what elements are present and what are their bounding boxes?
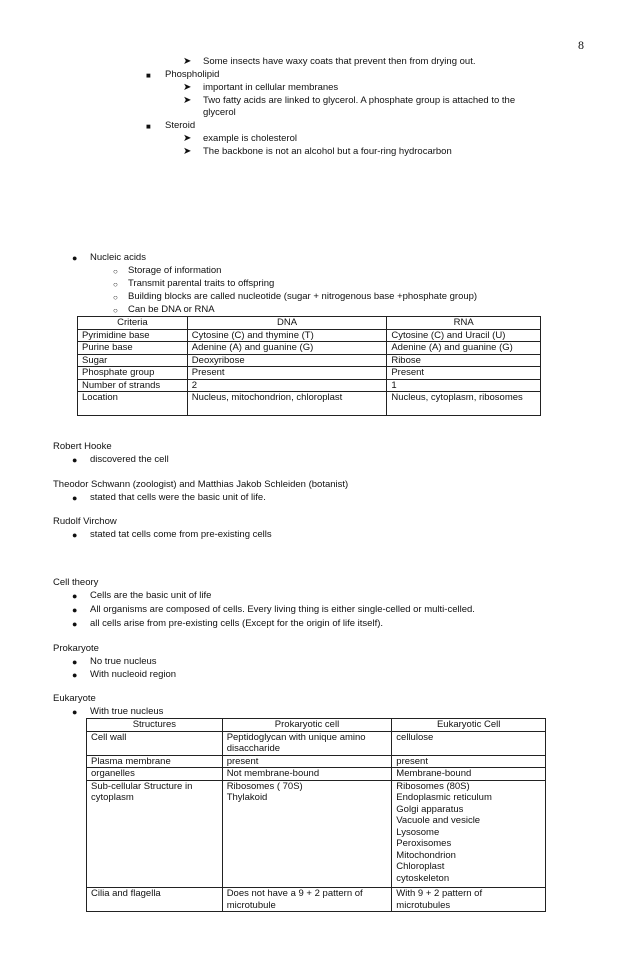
table-row	[78, 367, 541, 380]
table-cell: Number of strands	[78, 379, 188, 392]
table-cell: Ribose	[387, 354, 541, 367]
prokaryote-eukaryote-table	[86, 718, 546, 912]
section-heading: Prokaryote	[53, 643, 99, 654]
table-cell: Nucleus, cytoplasm, ribosomes	[387, 392, 541, 416]
section-heading: Phospholipid	[165, 69, 220, 80]
section-heading: Cell theory	[53, 577, 99, 588]
table-cell: Does not have a 9 + 2 pattern of microtubule	[222, 888, 392, 912]
circle-bullet-icon: ○	[113, 280, 118, 289]
section-heading: Eukaryote	[53, 693, 96, 704]
circle-bullet-icon: ○	[113, 267, 118, 276]
list-item: Cells are the basic unit of life	[90, 590, 212, 601]
table-cell: Pyrimidine base	[78, 329, 188, 342]
table-header: Prokaryotic cell	[222, 719, 392, 732]
square-bullet-icon: ■	[146, 122, 151, 131]
table-cell: Present	[187, 367, 387, 380]
table-cell: Adenine (A) and guanine (G)	[187, 342, 387, 355]
table-cell: Plasma membrane	[87, 755, 223, 768]
table-header: DNA	[187, 317, 387, 330]
table-cell: Cilia and flagella	[87, 888, 223, 912]
table-row	[87, 780, 546, 888]
table-cell: Present	[387, 367, 541, 380]
list-item: All organisms are composed of cells. Every living thing is either single-celled or multi-celled.	[90, 604, 475, 615]
arrow-bullet-icon: ➤	[183, 56, 192, 67]
table-cell: Deoxyribose	[187, 354, 387, 367]
bullet-icon: ●	[72, 493, 78, 503]
arrow-bullet-icon: ➤	[183, 133, 192, 144]
page-number: 8	[578, 38, 584, 52]
list-item: Building blocks are called nucleotide (sugar + nitrogenous base +phosphate group)	[128, 291, 478, 302]
table-cell: Sugar	[78, 354, 188, 367]
table-cell: Not membrane-bound	[222, 768, 392, 781]
section-heading: Steroid	[165, 120, 196, 131]
table-row	[78, 329, 541, 342]
table-row	[78, 354, 541, 367]
bullet-icon: ●	[72, 530, 78, 540]
table-row	[87, 768, 546, 781]
bullet-icon: ●	[72, 619, 78, 629]
bullet-icon: ●	[72, 253, 78, 263]
table-cell: Ribosomes (80S) Endoplasmic reticulum Golgi apparatus Vacuole and vesicle Lysosome Peroxisomes Mitochondrion Chloroplast cytoskeleton	[392, 780, 546, 888]
table-row	[78, 392, 541, 416]
list-item: Some insects have waxy coats that prevent then from drying out.	[203, 56, 476, 67]
section-heading: Robert Hooke	[53, 441, 112, 452]
bullet-icon: ●	[72, 707, 78, 717]
table-header: Structures	[87, 719, 223, 732]
table-cell: 2	[187, 379, 387, 392]
list-item: With nucleoid region	[90, 669, 177, 680]
list-item: discovered the cell	[90, 454, 169, 465]
table-cell: Ribosomes ( 70S) Thylakoid	[222, 780, 392, 888]
bullet-icon: ●	[72, 591, 78, 601]
section-heading: Theodor Schwann (zoologist) and Matthias Jakob Schleiden (botanist)	[53, 479, 349, 490]
list-item: stated that cells were the basic unit of life.	[90, 492, 266, 503]
table-cell: present	[222, 755, 392, 768]
table-cell: organelles	[87, 768, 223, 781]
arrow-bullet-icon: ➤	[183, 82, 192, 93]
list-item: important in cellular membranes	[203, 82, 339, 93]
list-item: The backbone is not an alcohol but a four-ring hydrocarbon	[203, 146, 452, 157]
table-cell: Adenine (A) and guanine (G)	[387, 342, 541, 355]
table-row	[87, 731, 546, 755]
list-item: Transmit parental traits to offspring	[128, 278, 275, 289]
table-row	[87, 888, 546, 912]
table-cell: Membrane-bound	[392, 768, 546, 781]
table-header: Eukaryotic Cell	[392, 719, 546, 732]
list-item: Can be DNA or RNA	[128, 304, 215, 315]
square-bullet-icon: ■	[146, 71, 151, 80]
list-item: all cells arise from pre-existing cells (Except for the origin of life itself).	[90, 618, 384, 629]
bullet-icon: ●	[72, 657, 78, 667]
table-cell: present	[392, 755, 546, 768]
circle-bullet-icon: ○	[113, 293, 118, 302]
table-cell: Location	[78, 392, 188, 416]
table-cell: cellulose	[392, 731, 546, 755]
list-item: No true nucleus	[90, 656, 157, 667]
list-item-continuation: glycerol	[203, 107, 236, 118]
table-header: RNA	[387, 317, 541, 330]
table-cell: Nucleus, mitochondrion, chloroplast	[187, 392, 387, 416]
dna-rna-table	[77, 316, 541, 416]
table-header: Criteria	[78, 317, 188, 330]
bullet-icon: ●	[72, 455, 78, 465]
table-row	[78, 379, 541, 392]
section-heading: Nucleic acids	[90, 252, 146, 263]
circle-bullet-icon: ○	[113, 306, 118, 315]
table-cell: Cytosine (C) and thymine (T)	[187, 329, 387, 342]
table-cell: Phosphate group	[78, 367, 188, 380]
bullet-icon: ●	[72, 605, 78, 615]
list-item: Two fatty acids are linked to glycerol. A phosphate group is attached to the	[203, 95, 516, 106]
table-row	[87, 755, 546, 768]
table-cell: Purine base	[78, 342, 188, 355]
list-item: stated tat cells come from pre-existing cells	[90, 529, 272, 540]
table-cell: Cell wall	[87, 731, 223, 755]
list-item: With true nucleus	[90, 706, 164, 717]
list-item: example is cholesterol	[203, 133, 297, 144]
list-item: Storage of information	[128, 265, 222, 276]
table-cell: Sub-cellular Structure in cytoplasm	[87, 780, 223, 888]
bullet-icon: ●	[72, 670, 78, 680]
arrow-bullet-icon: ➤	[183, 146, 192, 157]
table-header-row	[78, 317, 541, 330]
table-cell: Cytosine (C) and Uracil (U)	[387, 329, 541, 342]
table-header-row	[87, 719, 546, 732]
table-row	[78, 342, 541, 355]
table-cell: Peptidoglycan with unique amino disaccharide	[222, 731, 392, 755]
arrow-bullet-icon: ➤	[183, 95, 192, 106]
table-cell: With 9 + 2 pattern of microtubules	[392, 888, 546, 912]
table-cell: 1	[387, 379, 541, 392]
section-heading: Rudolf Virchow	[53, 516, 117, 527]
